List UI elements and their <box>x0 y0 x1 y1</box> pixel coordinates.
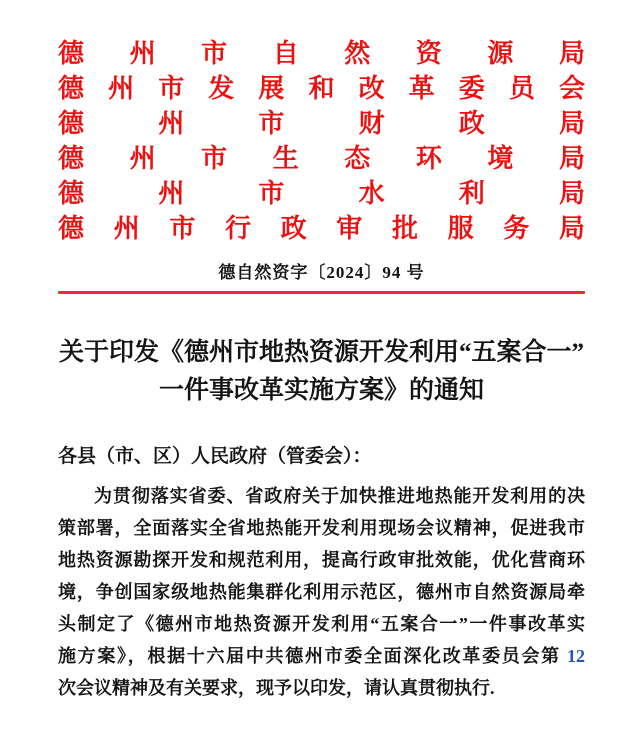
agency-name-line: 德 州 市 生 态 环 境 局 <box>58 144 585 173</box>
paragraph-line: 施方案》，根据十六届中共德州市委全面深化改革委员会第 12 <box>58 646 585 666</box>
agency-header-block <box>58 36 585 246</box>
paragraph-line: 为贯彻落实省委、省政府关于加快推进地热能开发利用的决 <box>94 486 585 506</box>
meeting-number-highlight: 12 <box>567 646 585 666</box>
title-line-1: 关于印发《德州市地热资源开发利用“五案合一” <box>58 339 584 366</box>
agency-name-line: 德 州 市 财 政 局 <box>58 109 585 138</box>
paragraph-line: 策部署，全面落实全省地热能开发利用现场会议精神，促进我市 <box>58 518 585 538</box>
paragraph-line: 地热资源勘探开发和规范利用，提高行政审批效能，优化营商环 <box>58 550 585 570</box>
document-number: 德自然资字〔2024〕94 号 <box>218 263 425 282</box>
red-divider-line <box>58 291 585 294</box>
paragraph-line: 次会议精神及有关要求，现予以印发，请认真贯彻执行. <box>58 678 495 698</box>
paragraph-line: 境，争创国家级地热能集群化利用示范区，德州市自然资源局牵 <box>58 582 585 602</box>
body-paragraph <box>58 480 585 704</box>
salutation: 各县（市、区）人民政府（管委会）： <box>58 446 372 467</box>
agency-name-line: 德 州 市 自 然 资 源 局 <box>58 39 585 68</box>
document-title <box>58 334 585 410</box>
agency-name-line: 德 州 市 发 展 和 改 革 委 员 会 <box>58 74 585 103</box>
paragraph-line: 头制定了《德州市地热资源开发利用“五案合一”一件事改革实 <box>58 614 585 634</box>
agency-name-line: 德 州 市 水 利 局 <box>58 179 585 208</box>
agency-name-line: 德 州 市 行 政 审 批 服 务 局 <box>58 214 585 243</box>
title-line-2: 一件事改革实施方案》的通知 <box>158 377 484 404</box>
